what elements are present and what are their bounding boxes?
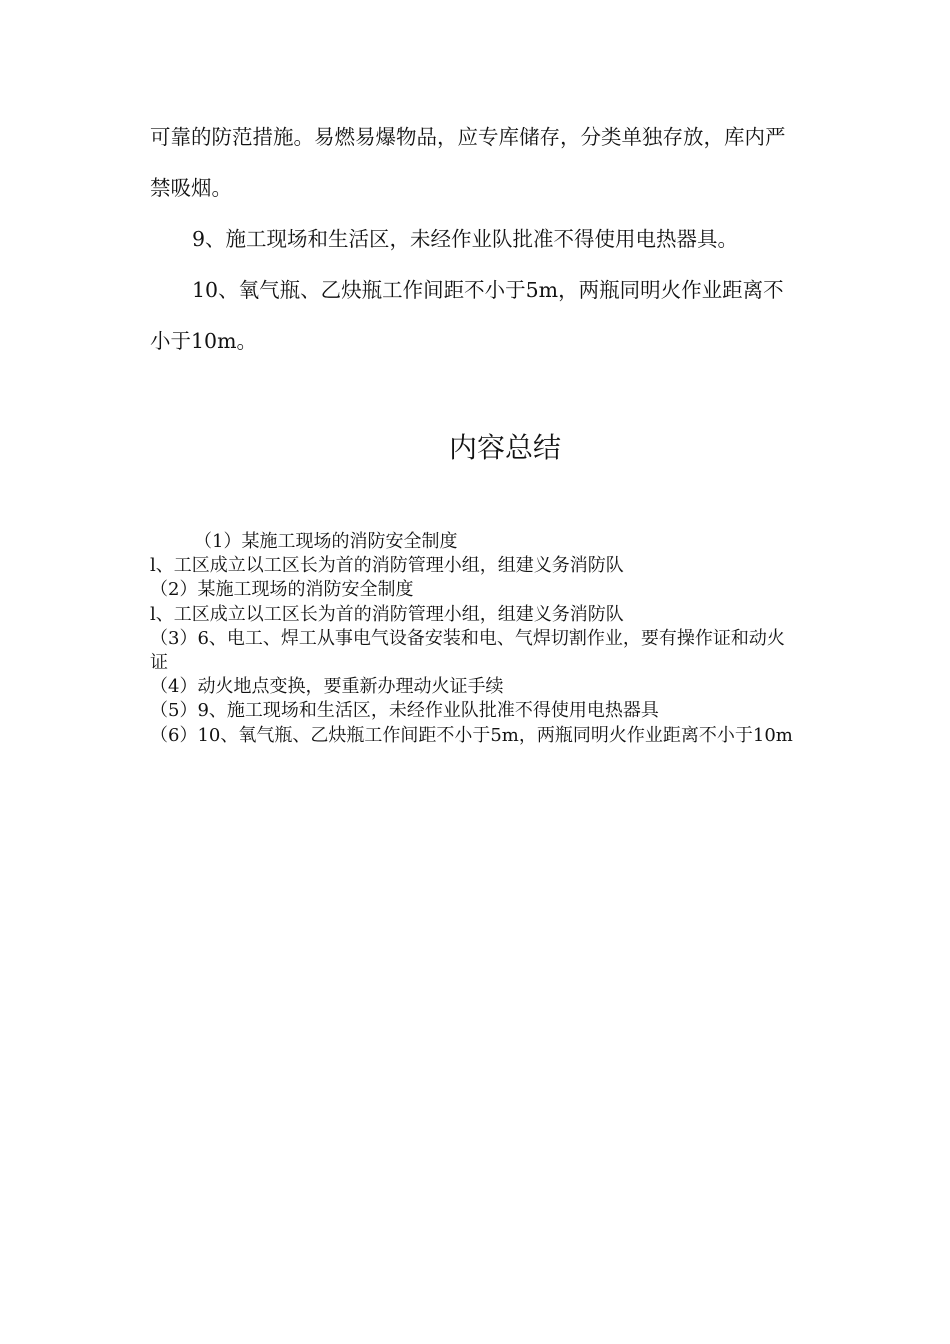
- paragraph-item-10: 10、氧气瓶、乙炔瓶工作间距不小于5m，两瓶同明火作业距离不小于10m。: [150, 278, 784, 353]
- paragraph-fire-prevention: 可靠的防范措施。易燃易爆物品，应专库储存，分类单独存放，库内严禁吸烟。: [150, 125, 786, 200]
- summary-line: （1）某施工现场的消防安全制度: [194, 531, 458, 552]
- summary-list: [150, 530, 800, 748]
- summary-line: （6）10、氧气瓶、乙炔瓶工作间距不小于5m，两瓶同明火作业距离不小于10m: [150, 724, 793, 746]
- paragraph-item-9: 9、施工现场和生活区，未经作业队批准不得使用电热器具。: [192, 227, 739, 251]
- summary-line: （4）动火地点变换，要重新办理动火证手续: [150, 676, 504, 698]
- summary-title: 内容总结: [448, 431, 561, 464]
- summary-line: l、工区成立以工区长为首的消防管理小组，组建义务消防队: [150, 555, 624, 577]
- summary-line: （3）6、电工、焊工从事电气设备安装和电、气焊切割作业，要有操作证和动火证: [150, 627, 785, 674]
- summary-line: （2）某施工现场的消防安全制度: [150, 579, 414, 601]
- summary-line: l、工区成立以工区长为首的消防管理小组，组建义务消防队: [150, 603, 624, 625]
- summary-line: （5）9、施工现场和生活区，未经作业队批准不得使用电热器具: [150, 700, 659, 722]
